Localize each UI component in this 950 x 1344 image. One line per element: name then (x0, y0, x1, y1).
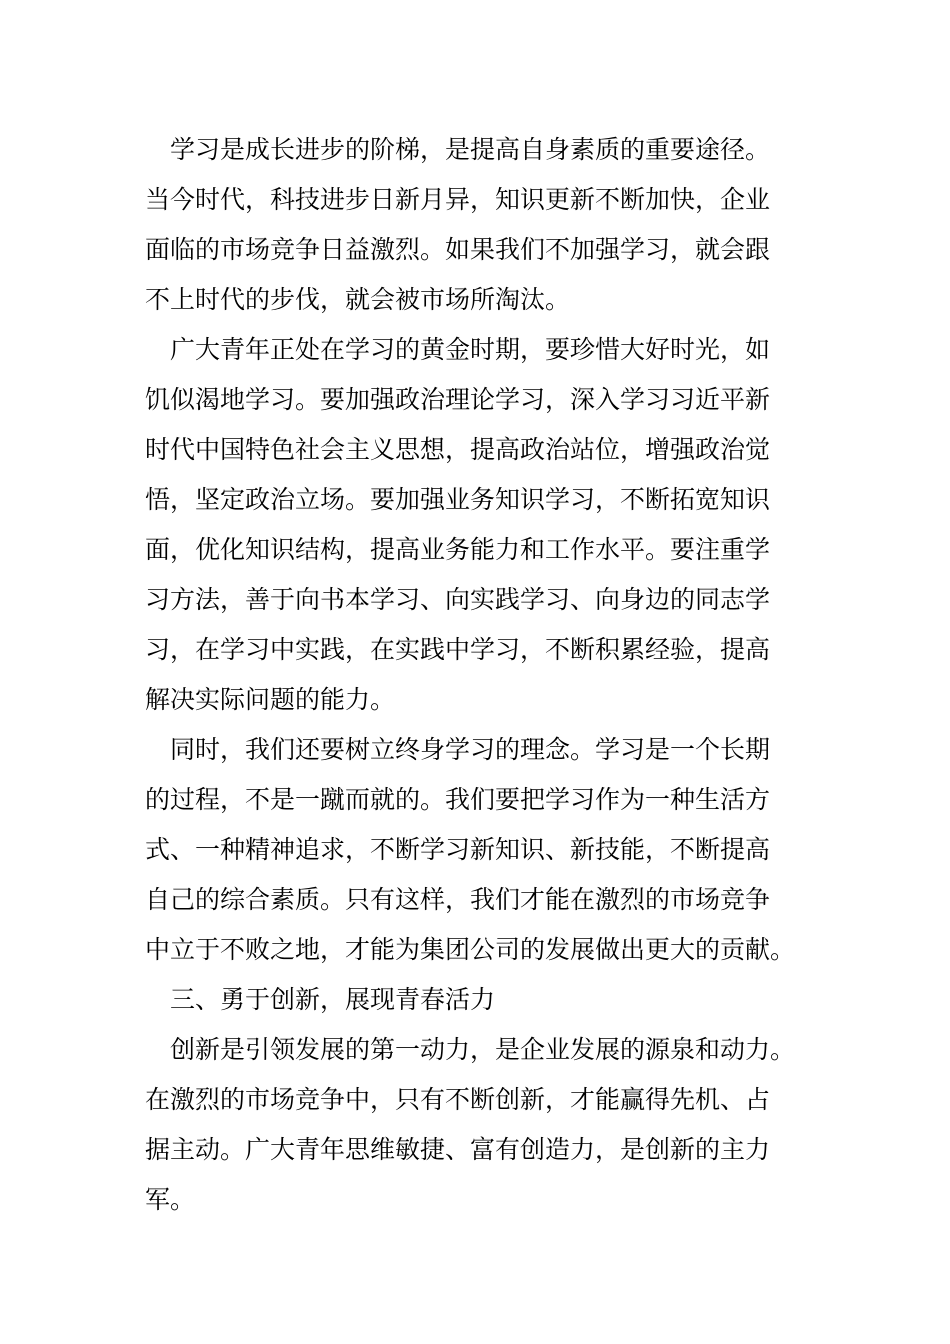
text-line: 自己的综合素质。只有这样，我们才能在激烈的市场竞争 (145, 885, 771, 914)
text-line: 面临的市场竞争日益激烈。如果我们不加强学习，就会跟 (145, 235, 771, 264)
text-line: 不上时代的步伐，就会被市场所淘汰。 (145, 285, 571, 314)
text-line: 在激烈的市场竞争中，只有不断创新，才能赢得先机、占 (145, 1085, 771, 1114)
text-line: 广大青年正处在学习的黄金时期，要珍惜大好时光，如 (145, 335, 771, 364)
text-line: 学习是成长进步的阶梯，是提高自身素质的重要途径。 (145, 135, 771, 164)
text-line: 当今时代，科技进步日新月异，知识更新不断加快，企业 (145, 185, 771, 214)
text-line: 解决实际问题的能力。 (145, 685, 396, 714)
text-line: 据主动。广大青年思维敏捷、富有创造力，是创新的主力 (145, 1135, 771, 1164)
section-heading: 三、勇于创新，展现青春活力 (145, 985, 496, 1014)
text-line: 中立于不败之地，才能为集团公司的发展做出更大的贡献。 (145, 935, 796, 964)
text-line: 面，优化知识结构，提高业务能力和工作水平。要注重学 (145, 535, 771, 564)
text-line: 习，在学习中实践，在实践中学习，不断积累经验，提高 (145, 635, 771, 664)
text-line: 军。 (145, 1185, 196, 1214)
text-line: 习方法，善于向书本学习、向实践学习、向身边的同志学 (145, 585, 771, 614)
text-line: 式、一种精神追求，不断学习新知识、新技能，不断提高 (145, 835, 771, 864)
text-line: 时代中国特色社会主义思想，提高政治站位，增强政治觉 (145, 435, 771, 464)
text-line: 同时，我们还要树立终身学习的理念。学习是一个长期 (145, 735, 771, 764)
text-line: 悟，坚定政治立场。要加强业务知识学习，不断拓宽知识 (145, 485, 771, 514)
text-line: 创新是引领发展的第一动力，是企业发展的源泉和动力。 (145, 1035, 796, 1064)
text-line: 的过程，不是一蹴而就的。我们要把学习作为一种生活方 (145, 785, 771, 814)
text-line: 饥似渴地学习。要加强政治理论学习，深入学习习近平新 (145, 385, 771, 414)
